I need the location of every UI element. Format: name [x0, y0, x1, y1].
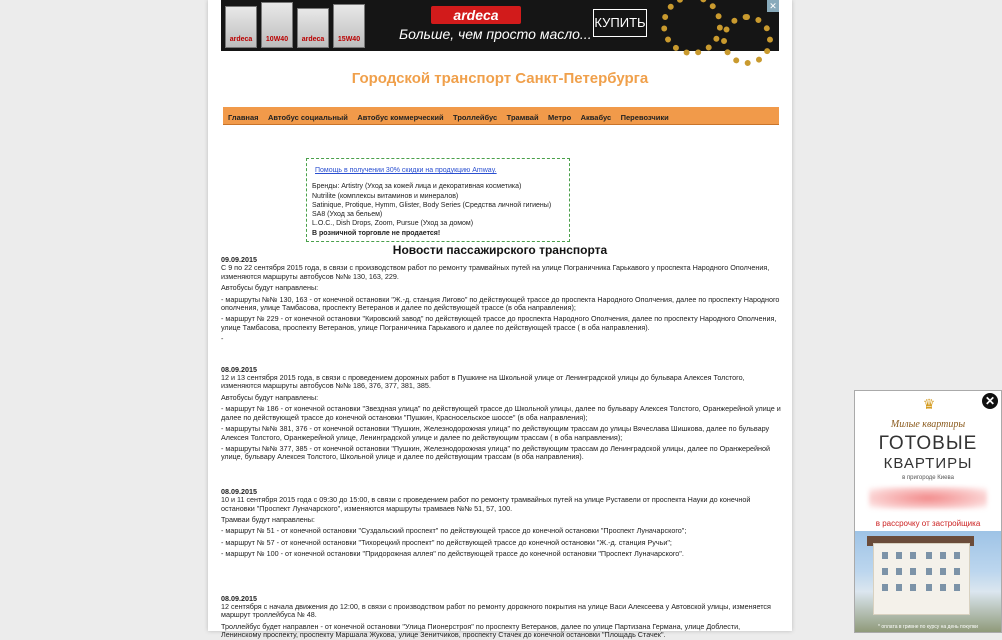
news-text: Троллейбус будет направлен - от конечной остановки "Улица Пионерстроя" по проспекту Ветеранов, далее по улице Партизана Германа, улице Доблести, Ленинскому проспекту, проспекту Маршала Жукова, улице Зенитчиков, проспекту Стачек до конечной остановки "Площадь Стачек".	[221, 621, 741, 640]
news-item	[221, 366, 781, 462]
site-title: Городской транспорт Санкт-Петербурга	[351, 70, 649, 87]
news-date: 08.09.2015	[221, 593, 257, 603]
ad-headline: КВАРТИРЫ	[883, 455, 973, 472]
oil-cans-image	[225, 4, 375, 48]
news-text: 12 и 13 сентября 2015 года, в связи с проведением дорожных работ в Пушкине на Школьной улице от Ленинградской улицы до бульвара Алексея Толстого, изменяются маршруты автобусов №№ 186, 376, 377, 381, 385.	[221, 373, 745, 391]
news-list	[221, 256, 781, 640]
oil-can: ardeca	[297, 8, 329, 48]
nav-item-aquabus[interactable]: Аквабус	[580, 113, 612, 122]
news-text: Автобусы будут направлены:	[221, 283, 319, 293]
news-text: - маршруты №№ 377, 385 - от конечной остановки "Пушкин, Железнодорожная улица" по действующим трассам до Ленинградской улицы, далее по Оранжерейной улице, бульвару Алексея Толстого, Школьной улице и далее по действующим трассам (в оба направления).	[221, 443, 771, 462]
gear-icon	[661, 0, 723, 56]
ad-footnote: * оплата в гривне по курсу на день покупки	[878, 624, 978, 630]
promo-line: Satinique, Protique, Hymm, Glister, Body Series (Средства личной гигиены)	[312, 201, 552, 209]
page-container	[208, 0, 792, 640]
promo-line: Бренды: Artistry (Уход за кожей лица и декоративная косметика)	[312, 183, 522, 191]
news-text: Трамваи будут направлены:	[221, 514, 315, 524]
news-text: С 9 по 22 сентября 2015 года, в связи с производством работ по ремонту трамвайных путей на улице Пограничника Гарькавого у проспекта Народного Ополчения, изменяются маршруты автобусов №№ 130, 163, 229.	[221, 263, 770, 281]
news-text: - маршруты №№ 381, 376 - от конечной остановки "Пушкин, Железнодорожная улица" по действующим трассам до улицы Вячеслава Шишкова, далее по бульвару Алексея Толстого, Оранжерейной улице, Ленинградской улице и далее по действующим трассам ( в оба направления);	[221, 424, 770, 442]
news-text: - маршрут № 100 - от конечной остановки "Придорожная аллея" по действующей трассе до конечной остановки "Проспект Луначарского".	[221, 549, 684, 559]
news-text: - маршрут № 229 - от конечной остановки "Кировский завод" по действующей трассе до проспекта Народного Ополчения, далее по проспекту Народного Ополчения, улице Тамбасова, проспекту Ветеранов, улице Пограничника Гарькавого и далее по действующей трассе ( в оба направления).	[221, 314, 777, 332]
ad-slogan: Больше, чем просто масло...	[399, 26, 592, 42]
buy-button[interactable]: КУПИТЬ	[593, 9, 647, 37]
main-nav	[223, 107, 779, 125]
nav-item-tram[interactable]: Трамвай	[506, 113, 539, 122]
news-text: - маршрут № 186 - от конечной остановки "Звездная улица" по действующей трассе до Школьной улицы, далее по бульвару Алексея Толстого, Оранжерейной улице и далее по действующей трассе до конечной остановки "Пушкин, Красносельское шоссе" (в оба направления);	[221, 404, 781, 422]
news-title: Новости пассажирского транспорта	[392, 243, 608, 257]
nav-item-trolleybus[interactable]: Троллейбус	[453, 113, 498, 122]
nav-item-metro[interactable]: Метро	[548, 113, 572, 122]
news-date: 09.09.2015	[221, 255, 257, 264]
ardeca-ad-banner[interactable]	[221, 0, 779, 51]
nav-item-home[interactable]: Главная	[228, 113, 259, 122]
gear-icon	[721, 14, 773, 66]
news-text: - маршруты №№ 130, 163 - от конечной остановки "Ж.-д. станция Лигово" по действующей трассе до проспекта Народного Ополчения, далее по проспекту Народного ополчения, улице Тамбасова, проспекту Ветеранов и далее по действующей трассе (в оба направления);	[221, 294, 780, 313]
promo-link[interactable]: Помощь в получении 30% скидки на продукцию Amway.	[315, 167, 497, 174]
oil-can: 15W40	[333, 4, 365, 48]
ad-installment: в рассрочку от застройщика	[875, 519, 981, 528]
building-image	[873, 543, 970, 615]
close-icon[interactable]: ✕	[982, 393, 998, 409]
news-item	[221, 488, 781, 559]
news-text: - маршрут № 57 - от конечной остановки "Тихорецкий проспект" по действующей трассе до конечной остановки "Ж.-д. станция Ручьи";	[221, 537, 672, 547]
oil-can: ardeca	[225, 6, 257, 48]
news-text: Автобусы будут направлены:	[221, 392, 319, 402]
ad-subline: в пригороде Киева	[902, 475, 954, 481]
blurred-price	[869, 487, 987, 509]
promo-note: В розничной торговле не продается!	[312, 229, 441, 237]
news-text: 10 и 11 сентября 2015 года с 09:30 до 15:00, в связи с проведением работ по ремонту трамвайных путей на улице Руставели от проспекта Науки до конечной остановки "Проспект Луначарского", изменяются маршруты трамваев №№ 51, 57, 100.	[221, 495, 751, 513]
promo-line: SA8 (Уход за бельем)	[312, 211, 383, 219]
news-item	[221, 256, 781, 344]
nav-item-carriers[interactable]: Перевозчики	[620, 113, 669, 122]
news-text: - маршрут № 51 - от конечной остановки "Суздальский проспект" по действующей трассе до конечной остановки "Проспект Луначарского";	[221, 526, 687, 536]
news-date: 08.09.2015	[221, 486, 257, 496]
promo-line: L.O.C., Dish Drops, Zoom, Pursue (Уход за домом)	[312, 220, 474, 228]
crown-logo-icon: ♛	[922, 396, 936, 412]
oil-can: 10W40	[261, 2, 293, 48]
news-date: 08.09.2015	[221, 364, 257, 374]
nav-item-social-bus[interactable]: Автобус социальный	[267, 113, 348, 122]
promo-line: Nutrilite (комплексы витаминов и минералов)	[312, 192, 459, 200]
ad-brand: Милые квартиры	[890, 419, 966, 430]
ad-headline: ГОТОВЫЕ	[878, 433, 978, 454]
news-item	[221, 595, 781, 640]
ardeca-logo: ardeca	[431, 6, 521, 24]
news-text: -	[221, 334, 224, 344]
apartments-side-ad[interactable]	[854, 390, 1002, 633]
ad-close-icon[interactable]: ✕	[767, 0, 779, 12]
amway-promo-box	[306, 158, 570, 242]
news-text: 12 сентября с начала движения до 12:00, в связи с производством работ по ремонту дорожного покрытия на улице Васи Алексеева у Автовской улицы, изменяется маршрут троллейбуса № 48.	[221, 601, 771, 620]
nav-item-commercial-bus[interactable]: Автобус коммерческий	[357, 113, 444, 122]
